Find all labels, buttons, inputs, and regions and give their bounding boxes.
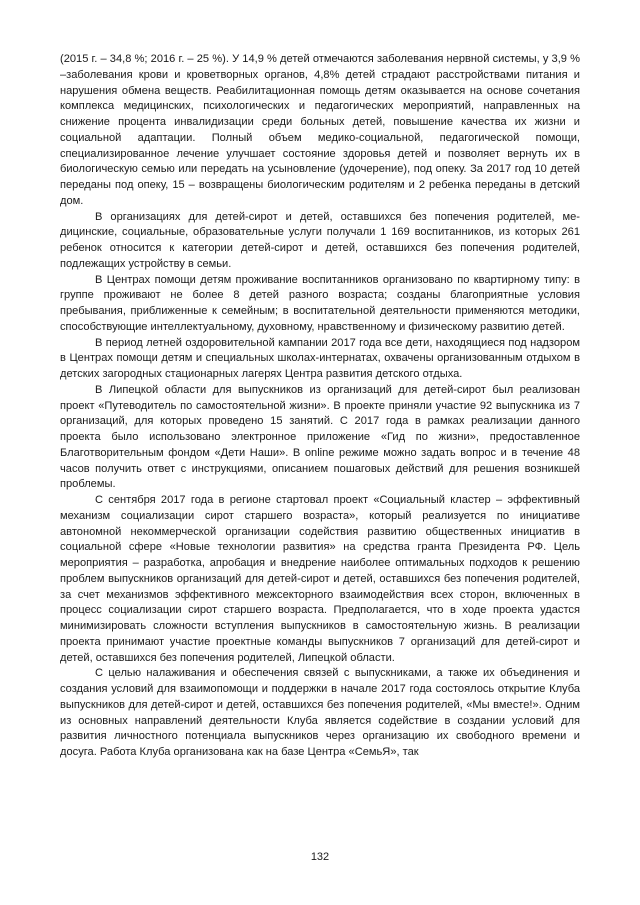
page-number: 132 — [310, 851, 330, 863]
paragraph: В организациях для детей-сирот и детей, оставшихся без попечения родителей, медицинские, социальные, образовательные услуги получали 1 169 воспитанников, из которых 261 ребенок относится к категории детей-сирот и детей, оставшихся без попечения родителей, подлежащих устройству в семьи. — [60, 210, 580, 270]
paragraph: В Центрах помощи детям проживание воспитанников организовано по квартирному типу: в группе проживают не более 8 детей разного возраста; созданы благоприятные условия пребывания, приближенные к семейным; в воспитательной деятельности применяются методики, способствующие интеллектуальному, духовному, нравственному и физическому развитию детей. — [60, 273, 580, 333]
paragraph: С сентября 2017 года в регионе стартовал проект «Социальный кластер – эффективный механизм социализации сирот старшего возраста», который реализуется по инициативе автономной некоммерческой организации содействия развитию общественных инициатив в социальной сфере «Новые технологии развития» на средства гранта Президента РФ. Цель мероприятия – разработка, апробация и внедрение наиболее оптимальных подходов к решению проблем выпускников организаций для детей-сирот и детей, оставшихся без попечения родителей, за счет механизмов эффективного межсекторного взаимодействия всех сторон, включенных в процесс социализации сирот старшего возраста. Предполагается, что в ходе проекта удастся минимизировать сложности вступления выпускников в самостоятельную жизнь. В реализации проекта принимают участие проектные команды выпускников 7 организаций для детей-сирот и детей, оставшихся без попечения родителей, Липецкой области. — [60, 494, 580, 664]
paragraph: В период летней оздоровительной кампании 2017 года все дети, находящиеся под надзором в Центрах помощи детям и специальных школах-интернатах, охвачены организованным отдыхом в детских загородных стационарных лагерях Центра развития детского отдыха. — [60, 336, 580, 380]
paragraph: (2015 г. – 34,8 %; 2016 г. – 25 %). У 14,9 % детей отмечаются заболевания нервной системы, у 3,9 % –заболевания крови и кроветворных органов, 4,8% детей страдают расстройствами питания и нарушения обмена веществ. Реабилитационная помощь детям оказывается на основе сочетания комплекса медицинских, психологических и педагогических мероприятий, направленных на снижение процента инвалидизации среди больных детей, повышение качества их жизни и социальной адаптации. Полный объем медико-социальной, педагогической помощи, специализированное лечение улучшает состояние здоровья детей и позволяет вернуть их в биологическую семью или передать на усыновление (удочерение), под опеку. За 2017 год 10 детей переданы под опеку, 15 – возвращены биологическим родителям и 2 ребенка переданы в детский дом. — [60, 53, 580, 207]
body-text — [60, 52, 580, 761]
paragraph: С целью налаживания и обеспечения связей с выпускниками, а также их объединения и создания условий для взаимопомощи и поддержки в начале 2017 года состоялось открытие Клуба выпускников для детей-сирот и детей, оставшихся без попечения родителей, «Мы вместе!». Одним из основных направлений деятельности Клуба является содействие в создании условий для развития личностного потенциала выпускников через организацию их свободного времени и досуга. Работа Клуба организована как на базе Центра «СемьЯ», так — [60, 667, 580, 758]
paragraph: В Липецкой области для выпускников из организаций для детей-сирот был реализован проект «Путеводитель по самостоятельной жизни». В проекте приняли участие 92 выпускника из 7 организаций, для которых проведено 15 занятий. С 2017 года в рамках реализации данного проекта было использовано электронное приложение «Гид по жизни», предоставленное Благотворительным фондом «Дети Наши». В online режиме можно задать вопрос и в течение 48 часов получить ответ с инструкциями, описанием пошаговых действий для решения возникшей проблемы. — [60, 383, 580, 491]
